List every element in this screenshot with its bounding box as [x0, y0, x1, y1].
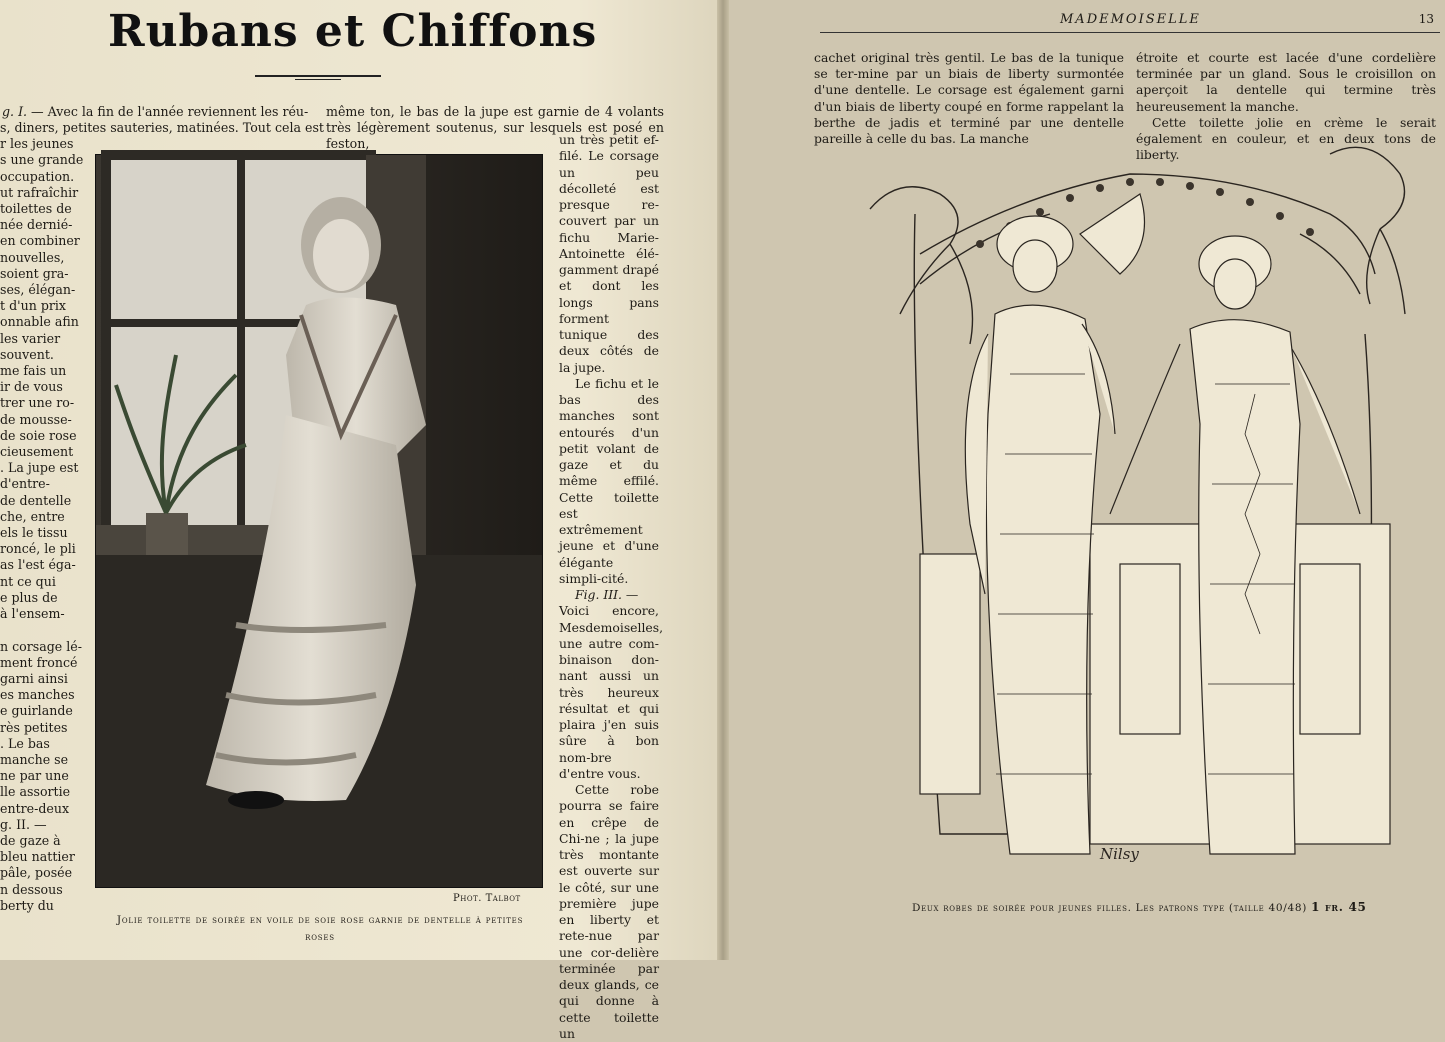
photo-credit: Phot. Talbot [453, 893, 521, 904]
page-title: Rubans et Chiffons [108, 6, 598, 57]
fig3-text: Voici encore, Mesdemoiselles, une autre com-binaison don-nant aussi un très heureux résultat et qui plaira j'en suis sûre à bon nom-bre d'entre vous. [559, 603, 664, 781]
left-page [0, 0, 722, 1041]
fig1-label: g. I. — [2, 104, 44, 119]
article-column-narrow [559, 132, 664, 1042]
fashion-illustration [860, 134, 1420, 894]
pattern-price: 1 fr. 45 [1311, 900, 1367, 914]
toilette-paragraph: Cette toilette jolie en crème le serait également en couleur, et en deux tons de liberty. [1136, 114, 1436, 163]
page-number: 13 [1418, 12, 1434, 26]
fig1-text: Avec la fin de l'année reviennent les réu- [47, 104, 309, 119]
photo-caption: Jolie toilette de soirée en voile de soie rose garnie de dentelle à petites roses [116, 914, 524, 943]
title-ornament-rule [255, 75, 381, 77]
illustration-caption-text: Deux robes de soirée pour jeunes filles. Les patrons type (taille 40/48) [912, 902, 1308, 914]
fig3-paragraph [559, 587, 659, 603]
illustrator-signature: Nilsy [1100, 845, 1139, 863]
article-column-middle-top: même ton, le bas de la jupe est garnie de 4 volants très légèrement soutenus, sur lesquels est posé en feston, [326, 104, 664, 152]
fig3-label: Fig. III. — [575, 587, 639, 602]
illustration-caption [912, 900, 1367, 914]
article-column-right-1: cachet original très gentil. Le bas de la tunique se ter-mine par un biais de liberty surmontée d'une dentelle. Le corsage est également garni d'un biais de liberty coupé en forme rappelant la berthe de jadis et terminé par une dentelle pareille à celle du bas. La manche [814, 50, 1124, 147]
book-gutter [717, 0, 729, 960]
article-intro-line [2, 104, 322, 120]
fashion-photograph [95, 154, 543, 888]
running-header [820, 10, 1440, 33]
magazine-name: MADEMOISELLE [1060, 12, 1201, 27]
fig2-paragraph: un très petit ef-filé. Le corsage un peu décolleté est presque re-couvert par un fichu Marie-Antoinette élé-gamment drapé et dont les longs pans forment tunique des deux côtés de la jupe. [559, 132, 659, 375]
robe-paragraph: Cette robe pourra se faire en crêpe de Chi-ne ; la jupe très montante est ouverte sur le côté, sur une première jupe en liberty et rete-nue par une cor-delière terminée par deux glands, ce qui donne à cette toilette un [559, 782, 659, 1041]
fichu-paragraph: Le fichu et le bas des manches sont entourés d'un petit volant de gaze et du même effilé. Cette toilette est extrêmement jeune et d'une élégante simpli-cité. [559, 375, 659, 586]
manche-paragraph: étroite et courte est lacée d'une cordelière terminée par un gland. Sous le croisillon on aperçoit la dentelle qui termine très heureusement la manche. [1136, 50, 1436, 114]
article-column-left: s, diners, petites sauteries, matinées. Tout cela est r les jeunes s une grande occupation. ut rafraîchir toilettes de née dernié- en combiner nouvelles, soient gra- ses, élégan- t d'un prix onnable afin les varier souvent. me fais un ir de vous trer une ro- de mousse- de soie rose cieusement . La jupe est d'entre- de dentelle che, entre els le tissu roncé, le pli as l'est éga- nt ce qui e plus de à l'ensem- n corsage lé- ment froncé garni ainsi es manches e guirlande rès petites . Le bas manche se ne par une lle assortie entre-deux g. II. — de gaze à bleu nattier pâle, posée n dessous berty du [0, 120, 324, 913]
